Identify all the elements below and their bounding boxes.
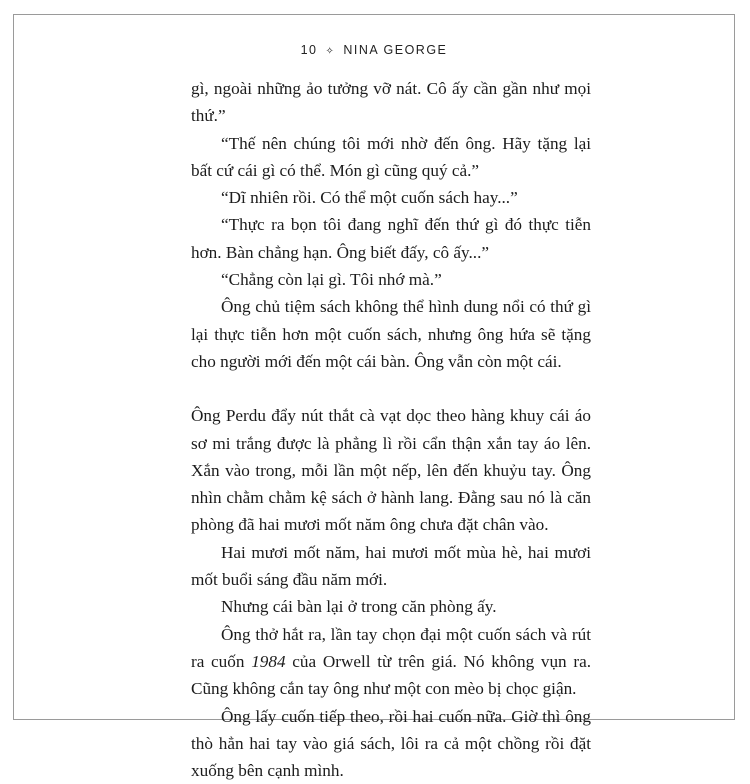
paragraph: “Dĩ nhiên rồi. Có thể một cuốn sách hay...” xyxy=(221,188,518,208)
running-header xyxy=(14,43,734,57)
paragraph: Hai mươi mốt năm, hai mươi mốt mùa hè, hai mươi mốt buổi sáng đầu năm mới. xyxy=(191,542,591,590)
paragraph: “Thế nên chúng tôi mới nhờ đến ông. Hãy tặng lại bất cứ cái gì có thể. Món gì cũng quý cả.” xyxy=(191,133,591,180)
page-number: 10 xyxy=(300,43,318,57)
book-title-1984: 1984 xyxy=(251,651,286,671)
header-separator: ✧ xyxy=(325,46,336,57)
paragraph-text-part: Ông thở hắt ra, lần tay chọn đại một cuốn sách và rút ra cuốn xyxy=(191,624,591,671)
paragraph: Ông lấy cuốn tiếp theo, rồi hai cuốn nữa. Giờ thì ông thò hẳn hai tay vào giá sách, lôi ra cả một chồng rồi đặt xuống bên cạnh mình. xyxy=(191,706,591,781)
paragraph xyxy=(191,621,591,703)
book-page xyxy=(13,14,735,781)
paragraph: Nhưng cái bàn lại ở trong căn phòng ấy. xyxy=(221,597,497,617)
author-name: NINA GEORGE xyxy=(343,43,448,57)
paragraph: Ông chủ tiệm sách không thể hình dung nổi có thứ gì lại thực tiễn hơn một cuốn sách, nhưng ông hứa sẽ tặng cho người mới đến một cái bàn. Ông vẫn còn một cái. xyxy=(191,297,591,371)
paragraph-text-part: của Orwell từ trên giá. Nó không vụn ra. Cũng không cắn tay ông như một con mèo bị chọc giận. xyxy=(191,651,592,699)
paragraph: “Thực ra bọn tôi đang nghĩ đến thứ gì đó thực tiễn hơn. Bàn chẳng hạn. Ông biết đấy, cô ấy...” xyxy=(191,215,591,262)
section-first-paragraph: Ông Perdu đẩy nút thắt cà vạt dọc theo hàng khuy cái áo sơ mi trắng được là phẳng lì rồi cẩn thận xắn tay áo lên. Xắn vào trong, mỗi lần một nếp, lên đến khuỷu tay. Ông nhìn chằm chằm kệ sách ở hành lang. Đằng sau nó là căn phòng đã hai mươi mốt năm ông chưa đặt chân vào. xyxy=(191,406,591,535)
paragraph: “Chẳng còn lại gì. Tôi nhớ mà.” xyxy=(221,270,442,290)
page-body xyxy=(191,75,591,784)
paragraph: gì, ngoài những ảo tưởng vỡ nát. Cô ấy cần gần như mọi thứ.” xyxy=(191,79,591,126)
